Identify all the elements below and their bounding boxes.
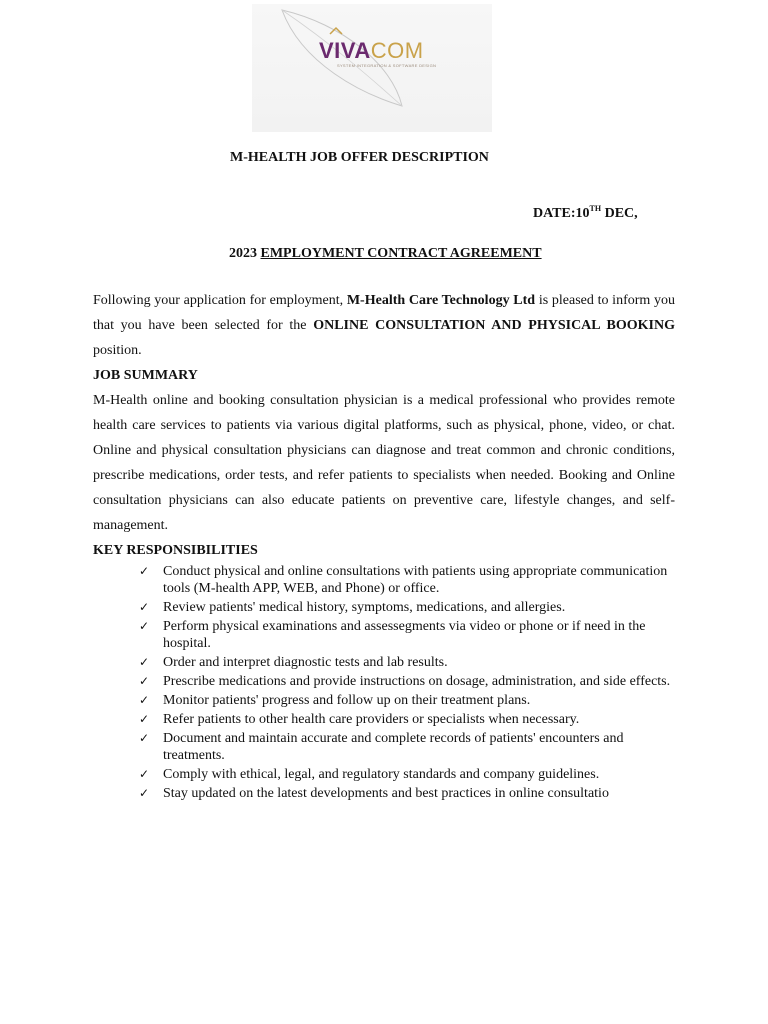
key-responsibilities-heading: KEY RESPONSIBILITIES [93, 543, 258, 558]
company-logo [252, 4, 492, 132]
list-item [93, 618, 675, 652]
checkmark-icon: ✓ [139, 786, 150, 800]
list-item [93, 692, 675, 709]
responsibility-text: Perform physical examinations and assessegments via video or phone or if need in the hospital. [163, 619, 646, 651]
list-item [93, 673, 675, 690]
job-summary-text: M-Health online and booking consultation physician is a medical professional who provides remote health care services to patients via various digital platforms, such as physical, phone, video, or chat. Online and physical consultation physicians can diagnose and treat common and chronic conditions, prescribe medications, order tests, and refer patients to specialists when needed. Booking and Online consultation physicians can also educate patients on preventive care, lifestyle changes, and self-management. [93, 393, 675, 533]
responsibility-text: Stay updated on the latest developments and best practices in online consultatio [163, 786, 609, 801]
responsibility-text: Document and maintain accurate and complete records of patients' encounters and treatments. [163, 731, 624, 763]
checkmark-icon: ✓ [139, 767, 150, 781]
contract-heading: 2023 EMPLOYMENT CONTRACT AGREEMENT [229, 246, 542, 261]
responsibilities-list [93, 563, 675, 802]
responsibility-text: Prescribe medications and provide instructions on dosage, administration, and side effects. [163, 674, 671, 689]
logo-wordmark: VIVACOM [319, 38, 424, 63]
responsibility-text: Comply with ethical, legal, and regulatory standards and company guidelines. [163, 767, 600, 782]
responsibility-text: Order and interpret diagnostic tests and lab results. [163, 655, 448, 670]
responsibility-text: Refer patients to other health care providers or specialists when necessary. [163, 712, 580, 727]
checkmark-icon: ✓ [139, 693, 150, 707]
logo-leaf-icon [252, 4, 492, 132]
list-item [93, 563, 675, 597]
list-item [93, 730, 675, 764]
document-title: M-HEALTH JOB OFFER DESCRIPTION [230, 150, 489, 165]
list-item [93, 766, 675, 783]
document-body [93, 288, 675, 804]
logo-tagline: SYSTEM INTEGRATION & SOFTWARE DESIGN [337, 63, 437, 68]
responsibility-text: Review patients' medical history, symptoms, medications, and allergies. [163, 600, 566, 615]
checkmark-icon: ✓ [139, 619, 150, 633]
company-name: M-Health Care Technology Ltd [346, 293, 536, 308]
checkmark-icon: ✓ [139, 674, 150, 688]
list-item [93, 599, 675, 616]
checkmark-icon: ✓ [139, 600, 150, 614]
checkmark-icon: ✓ [139, 655, 150, 669]
checkmark-icon: ✓ [139, 564, 150, 578]
responsibility-text: Conduct physical and online consultations with patients using appropriate communication tools (M-health APP, WEB, and Phone) or office. [163, 564, 668, 596]
responsibility-text: Monitor patients' progress and follow up on their treatment plans. [163, 693, 531, 708]
checkmark-icon: ✓ [139, 712, 150, 726]
list-item [93, 654, 675, 671]
document-date: DATE:10TH DEC, [533, 204, 638, 221]
checkmark-icon: ✓ [139, 731, 150, 745]
job-summary-heading: JOB SUMMARY [93, 368, 198, 383]
intro-paragraph: Following your application for employment, M-Health Care Technology Ltd is pleased to inform you that you have been selected for the ONLINE CONSULTATION AND PHYSICAL BOOKING position. [93, 293, 676, 358]
position-name: ONLINE CONSULTATION AND PHYSICAL BOOKING [313, 318, 676, 333]
contract-title: EMPLOYMENT CONTRACT AGREEMENT [260, 246, 542, 261]
list-item [93, 785, 675, 802]
list-item [93, 711, 675, 728]
